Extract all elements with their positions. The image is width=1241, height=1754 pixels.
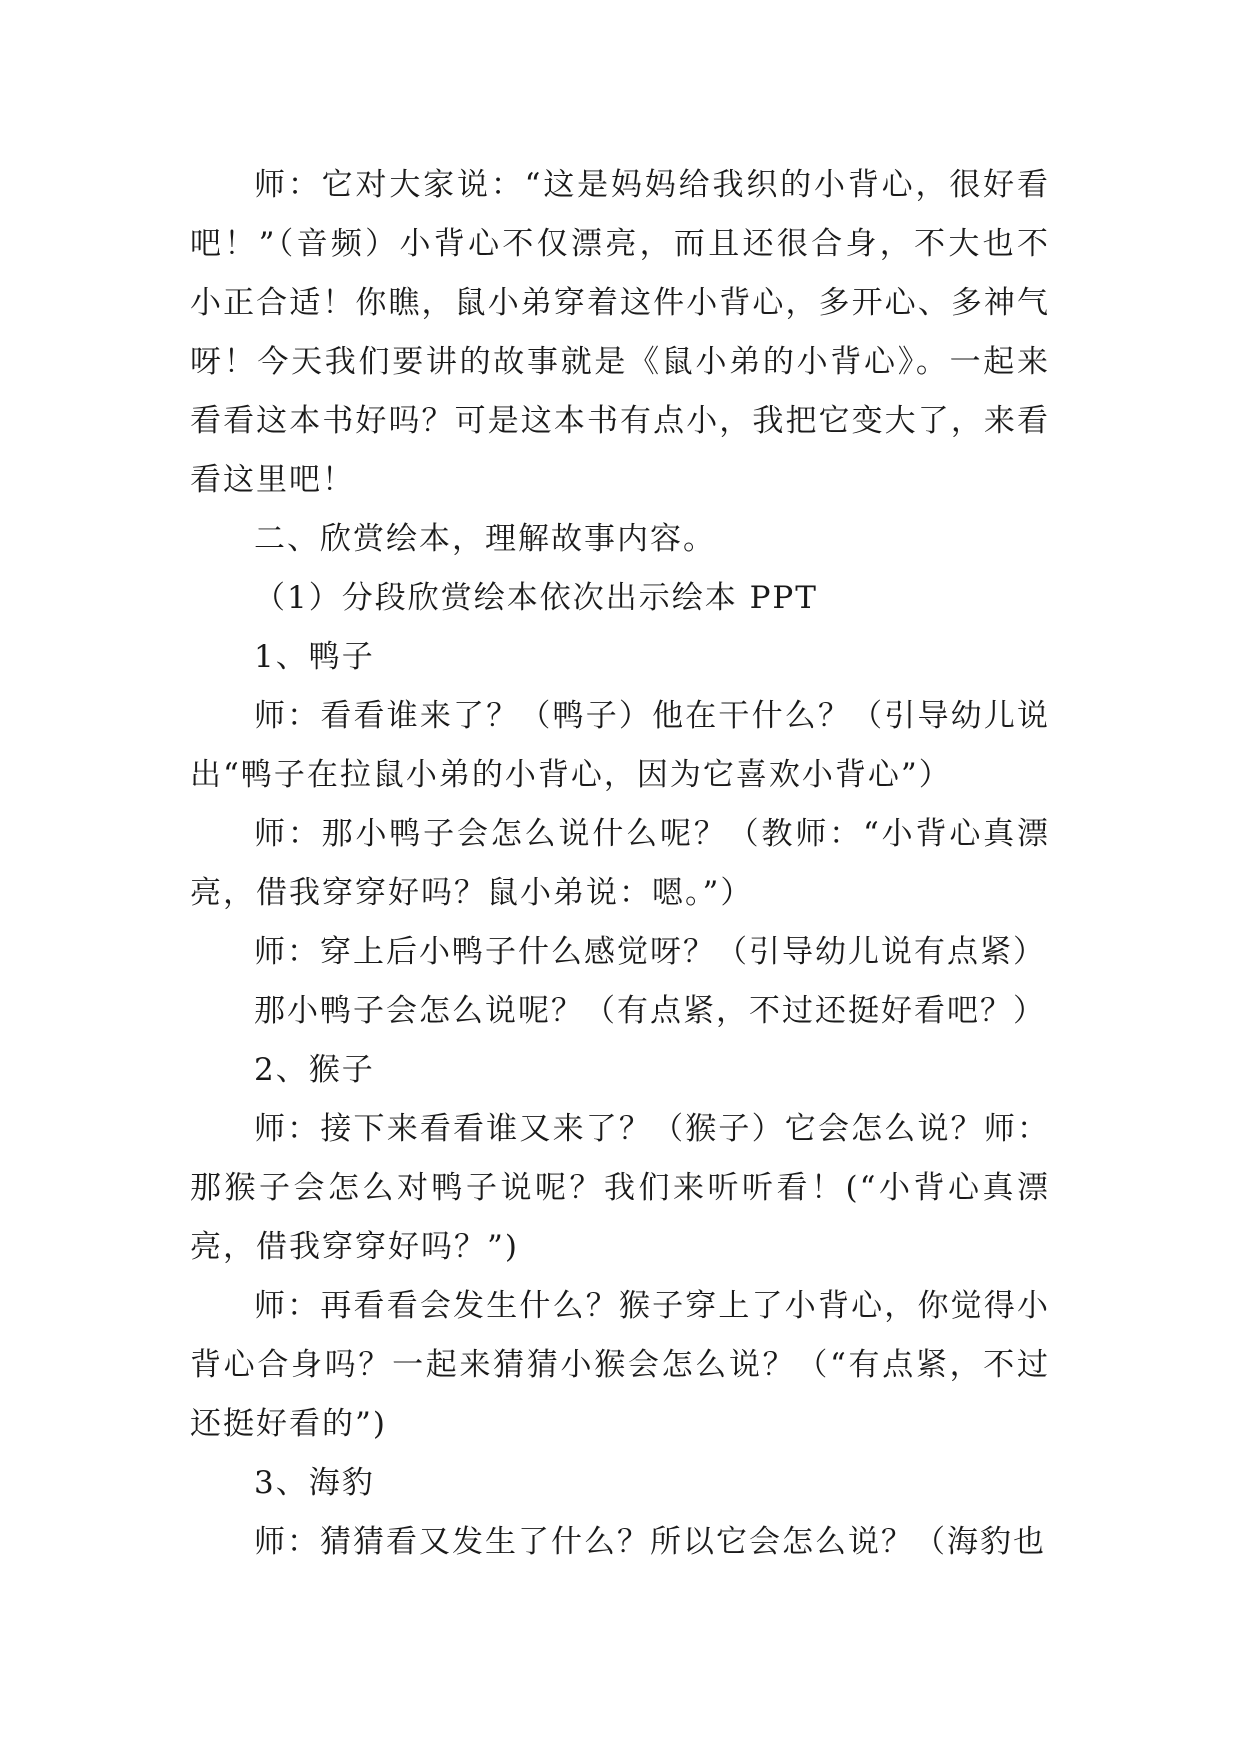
paragraph-seal-question: 师：猜猜看又发生了什么？所以它会怎么说？（海豹也 bbox=[254, 1524, 1046, 1560]
paragraph-duck-speech: 师：那小鸭子会怎么说什么呢？（教师：“小背心真漂亮，借我穿穿好吗？鼠小弟说：嗯。”） bbox=[190, 816, 1050, 911]
item-heading-monkey: 2、猴子 bbox=[254, 1052, 375, 1088]
paragraph-monkey-question: 师：接下来看看谁又来了？（猴子）它会怎么说？师：那猴子会怎么对鸭子说呢？我们来听听看！(“小背心真漂亮，借我穿穿好吗？”) bbox=[190, 1111, 1050, 1265]
item-heading-seal: 3、海豹 bbox=[254, 1465, 375, 1501]
paragraph-duck-feeling: 师：穿上后小鸭子什么感觉呀？（引导幼儿说有点紧） bbox=[254, 934, 1046, 970]
item-heading-duck: 1、鸭子 bbox=[254, 639, 375, 675]
paragraph-duck-question: 师：看看谁来了？（鸭子）他在干什么？（引导幼儿说出“鸭子在拉鼠小弟的小背心，因为它喜欢小背心”） bbox=[190, 698, 1050, 793]
section-heading-appreciate: 二、欣赏绘本，理解故事内容。 bbox=[254, 521, 716, 557]
paragraph-intro-dialogue: 师：它对大家说：“这是妈妈给我织的小背心，很好看吧！”（音频）小背心不仅漂亮，而且还很合身，不大也不小正合适！你瞧，鼠小弟穿着这件小背心，多开心、多神气呀！今天我们要讲的故事就是《鼠小弟的小背心》。一起来看看这本书好吗？可是这本书有点小，我把它变大了，来看看这里吧！ bbox=[190, 167, 1050, 498]
document-body bbox=[190, 156, 1050, 1572]
paragraph-duck-response: 那小鸭子会怎么说呢？（有点紧，不过还挺好看吧？） bbox=[254, 993, 1046, 1029]
subsection-heading-segmented: （1）分段欣赏绘本依次出示绘本 PPT bbox=[254, 580, 818, 616]
paragraph-monkey-fit: 师：再看看会发生什么？猴子穿上了小背心，你觉得小背心合身吗？一起来猜猜小猴会怎么说？（“有点紧，不过还挺好看的”) bbox=[190, 1288, 1050, 1442]
